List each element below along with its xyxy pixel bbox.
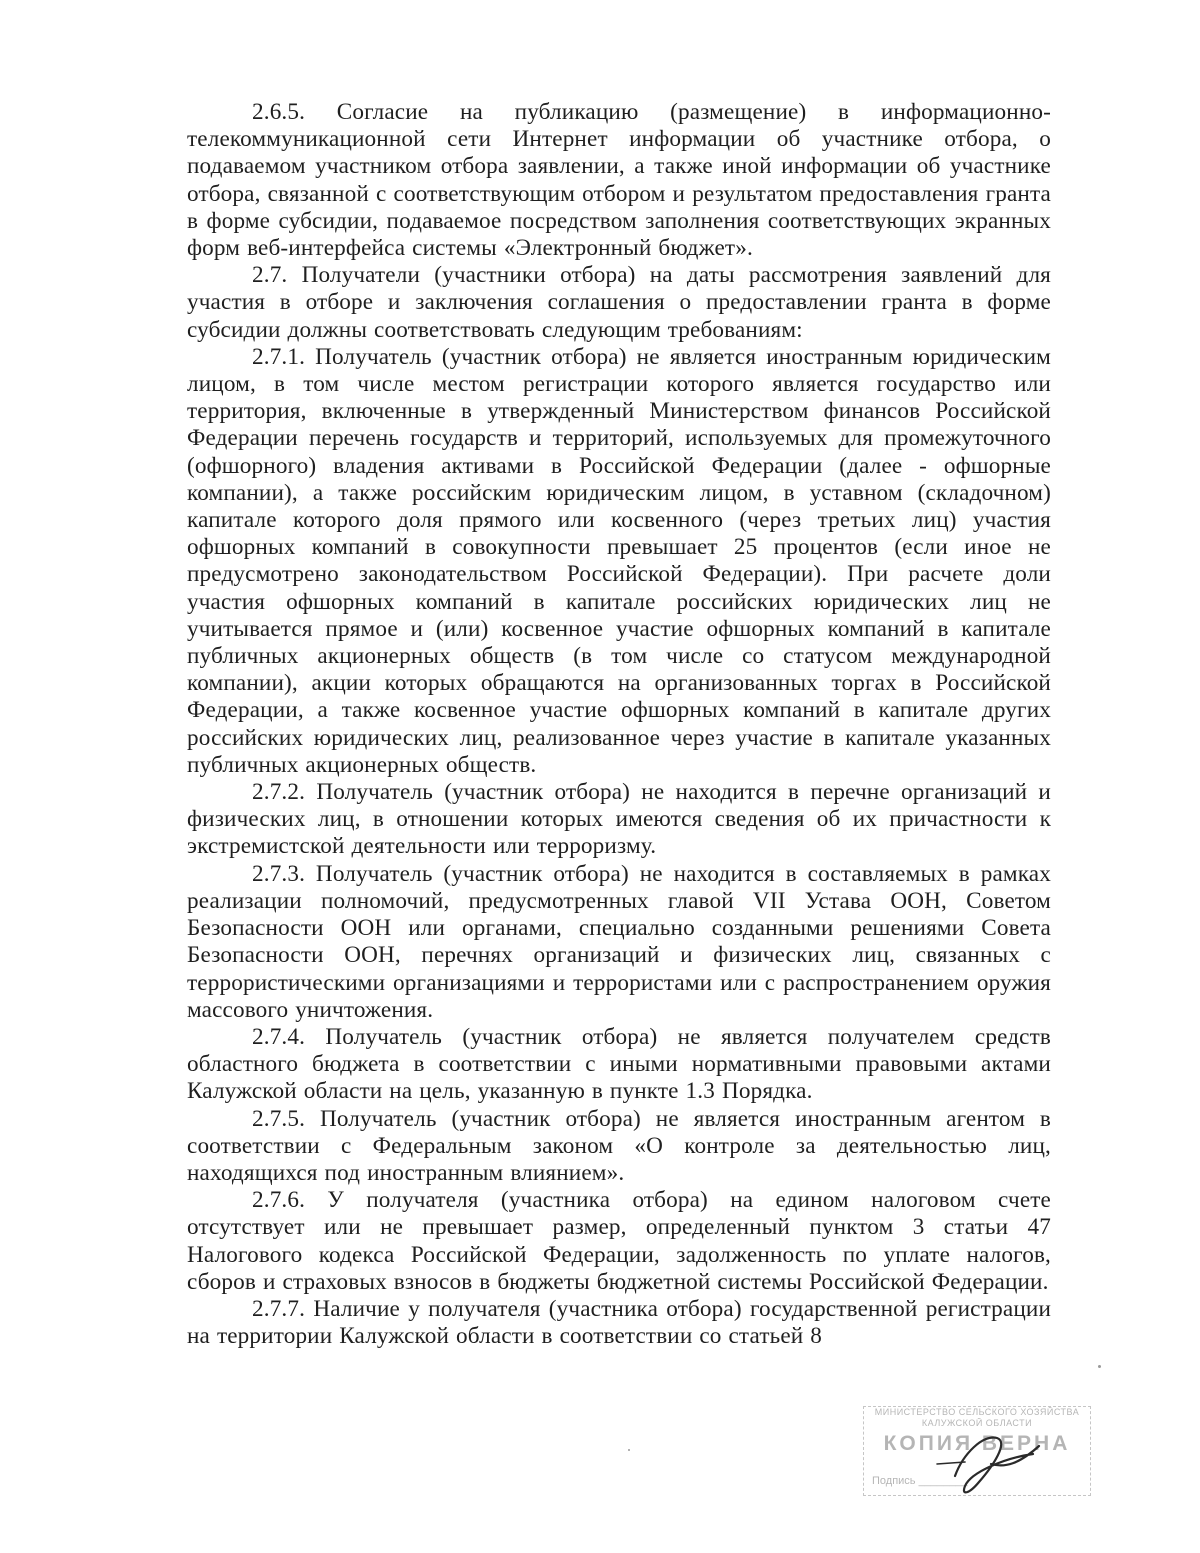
handwritten-signature: [935, 1424, 1045, 1504]
paragraph-2-6-5: 2.6.5. Согласие на публикацию (размещение) в информационно-телекоммуникационной сети Интернет информации об участнике отбора, о подаваемом участником отбора заявлении, а также иной информации об участнике отбора, связанной с соответствующим отбором и результатом предоставления гранта в форме субсидии, подаваемое посредством заполнения соответствующих экранных форм веб-интерфейса системы «Электронный бюджет».: [187, 99, 1051, 262]
paragraph-2-7-2: 2.7.2. Получатель (участник отбора) не находится в перечне организаций и физических лиц, в отношении которых имеются сведения об их причастности к экстремистской деятельности или терроризму.: [187, 779, 1051, 860]
paragraph-2-7-1: 2.7.1. Получатель (участник отбора) не является иностранным юридическим лицом, в том числе местом регистрации которого является государство или территория, включенные в утвержденный Министерством финансов Российской Федерации перечень государств и территорий, используемых для промежуточного (офшорного) владения активами в Российской Федерации (далее - офшорные компании), а также российским юридическим лицом, в уставном (складочном) капитале которого доля прямого или косвенного (через третьих лиц) участия офшорных компаний в совокупности превышает 25 процентов (если иное не предусмотрено законодательством Российской Федерации). При расчете доли участия офшорных компаний в капитале российских юридических лиц не учитывается прямое и (или) косвенное участие офшорных компаний в капитале публичных акционерных обществ (в том числе со статусом международной компании), акции которых обращаются на организованных торгах в Российской Федерации, а также косвенное участие офшорных компаний в капитале других российских юридических лиц, реализованное через участие в капитале указанных публичных акционерных обществ.: [187, 343, 1051, 778]
paragraph-2-7-7: 2.7.7. Наличие у получателя (участника отбора) государственной регистрации на территории Калужской области в соответствии со статьей 8: [187, 1295, 1051, 1350]
paragraph-2-7-6: 2.7.6. У получателя (участника отбора) на едином налоговом счете отсутствует или не превышает размер, определенный пунктом 3 статьи 47 Налогового кодекса Российской Федерации, задолженность по уплате налогов, сборов и страховых взносов в бюджеты бюджетной системы Российской Федерации.: [187, 1187, 1051, 1295]
stamp-title: КОПИЯ ВЕРНА: [883, 1432, 1071, 1455]
stamp-sign-label: Подпись ________: [872, 1475, 968, 1487]
paragraph-2-7-4: 2.7.4. Получатель (участник отбора) не является получателем средств областного бюджета в соответствии с иными нормативными правовыми актами Калужской области на цель, указанную в пункте 1.3 Порядка.: [187, 1023, 1051, 1105]
stamp-ministry-line: МИНИСТЕРСТВО СЕЛЬСКОГО ХОЗЯЙСТВА: [874, 1407, 1080, 1417]
paragraph-2-7-3: 2.7.3. Получатель (участник отбора) не находится в составляемых в рамках реализации полномочий, предусмотренных главой VII Устава ООН, Советом Безопасности ООН или органами, специально созданными решениями Совета Безопасности ООН, перечнях организаций и физических лиц, связанных с террористическими организациями и террористами или с распространением оружия массового уничтожения.: [187, 860, 1051, 1023]
scan-speck: [1098, 1365, 1101, 1368]
scan-speck: [628, 1449, 630, 1451]
paragraph-2-7: 2.7. Получатели (участники отбора) на даты рассмотрения заявлений для участия в отборе и заключения соглашения о предоставлении гранта в форме субсидии должны соответствовать следующим требованиям:: [187, 262, 1051, 343]
stamp-region-line: КАЛУЖСКОЙ ОБЛАСТИ: [921, 1418, 1033, 1428]
paragraph-2-7-5: 2.7.5. Получатель (участник отбора) не является иностранным агентом в соответствии с Федеральным законом «О контроле за деятельностью лиц, находящихся под иностранным влиянием».: [187, 1105, 1051, 1186]
document-page: [187, 99, 1051, 1350]
stamp-sign-text: Подпись: [872, 1475, 916, 1487]
